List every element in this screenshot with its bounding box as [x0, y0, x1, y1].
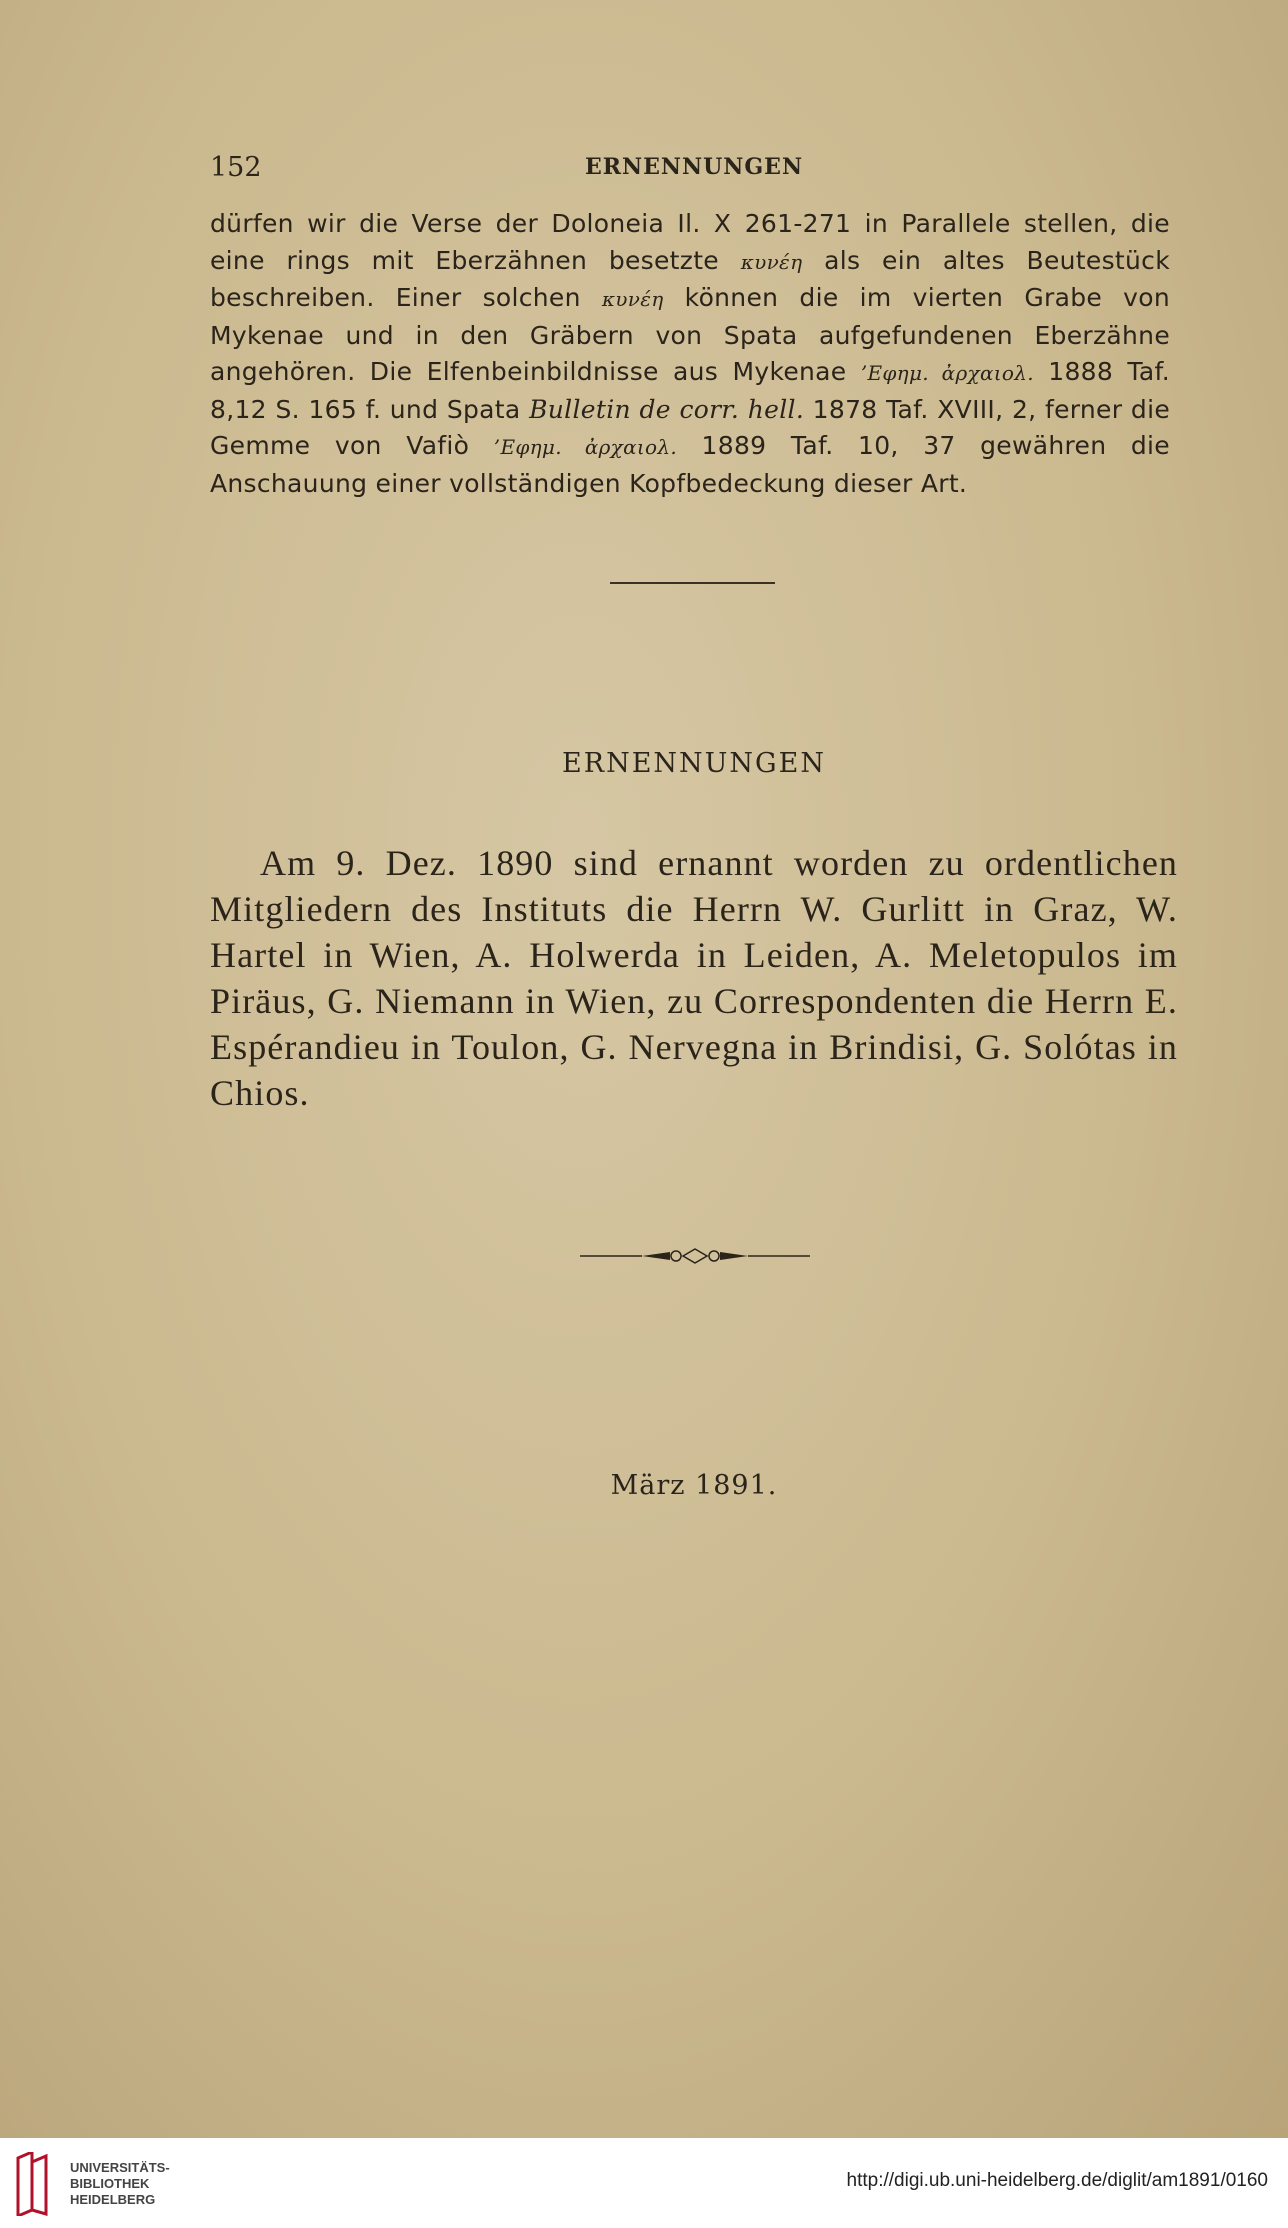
- text-run: 1888 Taf. 8,12 S. 165 f. und Spata: [210, 357, 1170, 424]
- library-name-line: BIBLIOTHEK: [70, 2176, 150, 2191]
- text-run: 1889 Taf. 10, 37 gewähren die Anschauung einer vollständigen Kopfbedeckung dieser Art.: [210, 431, 1170, 498]
- running-title: ERNENNUNGEN: [584, 154, 804, 180]
- library-name-line: HEIDELBERG: [70, 2192, 156, 2207]
- running-head: [210, 152, 1178, 192]
- announcement-text: Am 9. Dez. 1890 sind ernannt worden zu ordentlichen Mitgliedern des Instituts die Herrn W. Gurlitt in Graz, W. Hartel in Wien, A. Holwerda in Leiden, A. Meletopulos im Piräus, G. Niemann in Wien, zu Correspondenten die Herrn E. Espérandieu in Toulon, G. Nervegna in Brindisi, G. Solótas in Chios.: [210, 843, 1178, 1113]
- greek-citation: ’Εφημ. ἀρχαιολ.: [493, 435, 678, 459]
- text-run: als ein altes Beutestück beschreiben. Einer solchen: [210, 245, 1170, 312]
- dateline: März 1891.: [610, 1470, 778, 1501]
- library-name: [70, 2160, 170, 2208]
- section-heading: ERNENNUNGEN: [562, 748, 826, 779]
- university-library-logo-icon: [12, 2152, 52, 2216]
- ornament-divider: [580, 1246, 810, 1266]
- library-footer: [0, 2138, 1288, 2228]
- greek-citation: ’Εφημ. ἀρχαιολ.: [860, 361, 1034, 385]
- library-name-line: UNIVERSITÄTS-: [70, 2160, 170, 2175]
- text-run: dürfen wir die Verse der Doloneia Il. X 261-271 in Parallele stellen, die eine rings mit Eberzähnen besetzte: [210, 209, 1170, 275]
- page-number: 152: [210, 152, 262, 183]
- text-run: 1878 Taf. XVIII, 2, ferner die Gemme von Vafiò: [210, 394, 1170, 460]
- source-url-link[interactable]: http://digi.ub.uni-heidelberg.de/diglit/am1891/0160: [846, 2170, 1268, 2191]
- text-run: können die im vierten Grabe von Mykenae und in den Gräbern von Spata aufgefundenen Eberzähne angehören. Die Elfenbeinbildnisse aus Mykenae: [210, 283, 1171, 386]
- greek-word: κυνέη: [601, 287, 664, 311]
- section-divider-rule: [610, 582, 775, 584]
- announcement-paragraph: [210, 840, 1178, 1116]
- continued-paragraph: [210, 206, 1170, 502]
- greek-word: κυνέη: [740, 249, 803, 274]
- journal-title: Bulletin de corr. hell.: [529, 394, 805, 424]
- footnote-paragraph: [210, 206, 1170, 502]
